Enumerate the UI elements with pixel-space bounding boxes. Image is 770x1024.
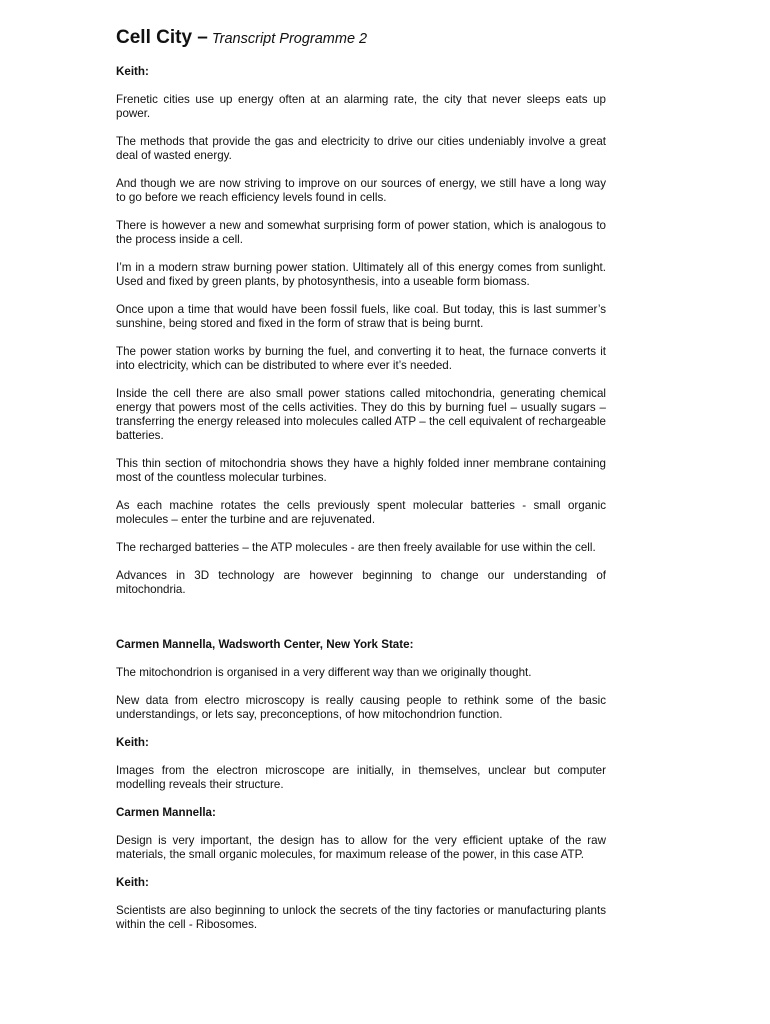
transcript-paragraph: The methods that provide the gas and electricity to drive our cities undeniably involve a great deal of wasted energy. (116, 135, 606, 162)
transcript-paragraph: Advances in 3D technology are however beginning to change our understanding of mitochondria. (116, 569, 606, 596)
speaker-label: Keith: (116, 876, 149, 889)
document-subtitle: Transcript Programme 2 (211, 31, 368, 47)
transcript-paragraph: As each machine rotates the cells previously spent molecular batteries - small organic molecules – enter the turbine and are rejuvenated. (116, 499, 606, 526)
transcript-paragraph: And though we are now striving to improve on our sources of energy, we still have a long way to go before we reach efficiency levels found in cells. (116, 177, 606, 204)
speaker-label: Carmen Mannella: (116, 806, 216, 819)
transcript-paragraph: Design is very important, the design has to allow for the very efficient uptake of the raw materials, the small organic molecules, for maximum release of the power, in this case ATP. (116, 834, 606, 861)
transcript-paragraph: Inside the cell there are also small power stations called mitochondria, generating chemical energy that powers most of the cells activities. They do this by burning fuel – usually sugars – transferring the energy released into molecules called ATP – the cell equivalent of rechargeable batteries. (116, 387, 606, 442)
transcript-paragraph: The power station works by burning the fuel, and converting it to heat, the furnace converts it into electricity, which can be distributed to where ever it’s needed. (116, 345, 606, 372)
transcript-paragraph: Frenetic cities use up energy often at an alarming rate, the city that never sleeps eats up power. (116, 93, 606, 120)
transcript-paragraph: There is however a new and somewhat surprising form of power station, which is analogous to the process inside a cell. (116, 219, 606, 246)
speaker-label: Keith: (116, 65, 149, 78)
section-gap (116, 611, 606, 638)
transcript-body (116, 26, 606, 946)
transcript-paragraph: New data from electro microscopy is really causing people to rethink some of the basic understandings, or lets say, preconceptions, of how mitochondrion function. (116, 694, 606, 721)
transcript-paragraph: The recharged batteries – the ATP molecules - are then freely available for use within the cell. (116, 541, 596, 554)
transcript-paragraph: Images from the electron microscope are initially, in themselves, unclear but computer modelling reveals their structure. (116, 764, 606, 791)
speaker-label: Carmen Mannella, Wadsworth Center, New York State: (116, 638, 414, 651)
speaker-label: Keith: (116, 736, 149, 749)
transcript-paragraph: This thin section of mitochondria shows they have a highly folded inner membrane containing most of the countless molecular turbines. (116, 457, 606, 484)
title-line (116, 26, 606, 52)
document-title: Cell City – (116, 27, 208, 48)
transcript-paragraph: I’m in a modern straw burning power station. Ultimately all of this energy comes from sunlight. Used and fixed by green plants, by photosynthesis, into a useable form biomass. (116, 261, 606, 288)
transcript-paragraph: Once upon a time that would have been fossil fuels, like coal. But today, this is last summer’s sunshine, being stored and fixed in the form of straw that is being burnt. (116, 303, 606, 330)
transcript-paragraph: Scientists are also beginning to unlock the secrets of the tiny factories or manufacturing plants within the cell - Ribosomes. (116, 904, 606, 931)
transcript-paragraph: The mitochondrion is organised in a very different way than we originally thought. (116, 666, 532, 679)
